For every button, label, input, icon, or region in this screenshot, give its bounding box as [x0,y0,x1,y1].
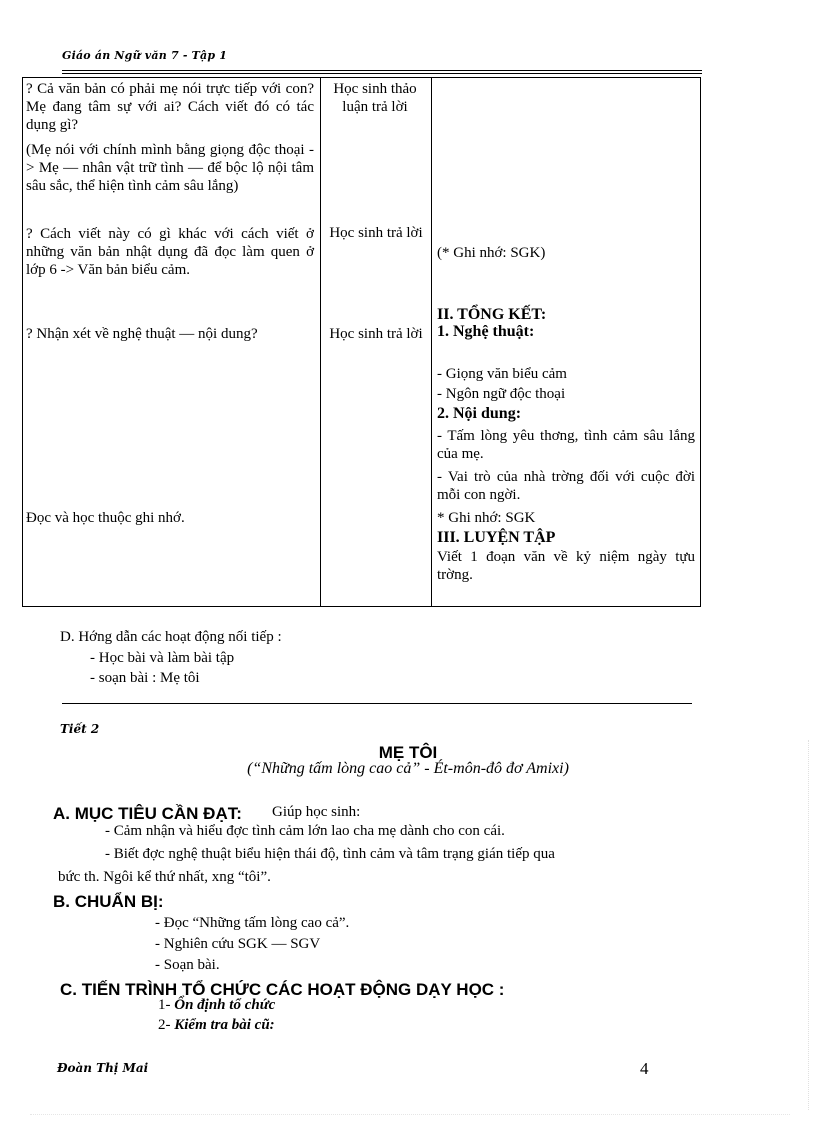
table-column-divider [431,77,432,607]
objective-item: - Cảm nhận và hiểu đợc tình cảm lớn lao cha mẹ dành cho con cái. [105,823,505,839]
content-heading: 2. Nội dung: [437,405,522,422]
footer-author: Đoàn Thị Mai [57,1061,149,1075]
section-c-heading: C. TIẾN TRÌNH TỔ CHỨC CÁC HOẠT ĐỘNG DẠY HỌC : [60,980,505,999]
prep-item: - Soạn bài. [155,957,220,973]
summary-heading: II. TỔNG KẾT: [437,306,547,323]
section-separator [62,703,692,704]
table-column-divider [320,77,321,607]
memo-note: * Ghi nhớ: SGK [437,510,536,526]
page-number: 4 [640,1059,649,1078]
header-rule [62,73,702,74]
lesson-subtitle [0,760,816,778]
page-edge-dots [30,1114,790,1115]
objective-continuation: bức th. Ngôi kể thứ nhất, xng “tôi”. [58,869,271,885]
art-item: - Giọng văn biểu cảm [437,366,567,382]
next-steps-heading: D. Hớng dẫn các hoạt động nối tiếp : [60,629,282,645]
lesson-period: Tiết 2 [60,722,100,736]
content-item: - Vai trò của nhà trờng đối với cuộc đời mỗi con ngời. [437,469,695,503]
table-cell-activity: Học sinh thảo luận trả lời [333,81,417,115]
document-header-title: Giáo án Ngữ văn 7 - Tập 1 [62,49,228,62]
page-edge-dots [808,740,809,1110]
subtitle-close: ” - Ét-môn-đô đơ Amixi) [411,760,569,777]
table-cell-activity: Học sinh trả lời [329,225,423,241]
prep-item: - Nghiên cứu SGK — SGV [155,936,321,952]
section-a-heading: A. MỤC TIÊU CẦN ĐẠT: [53,804,242,823]
subtitle-text: Những tấm lòng cao cả [261,760,412,777]
content-item: - Tấm lòng yêu thơng, tình cảm sâu lắng của mẹ. [437,428,695,462]
table-cell-question: ? Nhận xét về nghệ thuật — nội dung? [26,326,258,342]
practice-heading: III. LUYỆN TẬP [437,529,556,546]
procedure-num: 1- [158,997,171,1013]
table-cell-memo: (* Ghi nhớ: SGK) [437,245,546,261]
header-rule [62,70,702,71]
procedure-num: 2- [158,1017,171,1033]
lesson-title: MẸ TÔI [378,743,438,762]
table-cell-question: ? Cả văn bản có phải mẹ nói trực tiếp với con? Mẹ đang tâm sự với ai? Cách viết đó có tác dụng gì? [26,81,314,133]
next-steps-item: - Học bài và làm bài tập [90,650,235,666]
art-heading: 1. Nghệ thuật: [437,323,535,340]
prep-item: - Đọc “Những tấm lòng cao cả”. [155,915,350,931]
procedure-item [158,996,275,1014]
section-a-lead: Giúp học sinh: [272,804,361,820]
procedure-item [158,1016,275,1034]
table-cell-note: (Mẹ nói với chính mình bằng giọng độc thoại -> Mẹ — nhân vật trữ tình — để bộc lộ nội tâm sâu sắc, thể hiện tình cảm sâu lắng) [26,142,314,194]
subtitle-open: (“ [247,760,262,777]
table-cell-activity: Học sinh trả lời [329,326,423,342]
next-steps-item: - soạn bài : Mẹ tôi [90,670,200,686]
objective-item: - Biết đợc nghệ thuật biểu hiện thái độ, tình cảm và tâm trạng gián tiếp qua [105,846,555,862]
art-item: - Ngôn ngữ độc thoại [437,386,566,402]
table-cell-question: ? Cách viết này có gì khác với cách viết ở những văn bản nhật dụng đã đọc làm quen ở lớp 6 -> Văn bản biểu cảm. [26,226,314,278]
section-b-heading: B. CHUẨN BỊ: [53,892,164,911]
practice-text: Viết 1 đoạn văn về kỷ niệm ngày tựu trờng. [437,549,695,583]
procedure-text: Ổn định tổ chức [174,997,276,1013]
table-cell-homework: Đọc và học thuộc ghi nhớ. [26,510,185,526]
procedure-text: Kiểm tra bài cũ: [174,1017,275,1033]
